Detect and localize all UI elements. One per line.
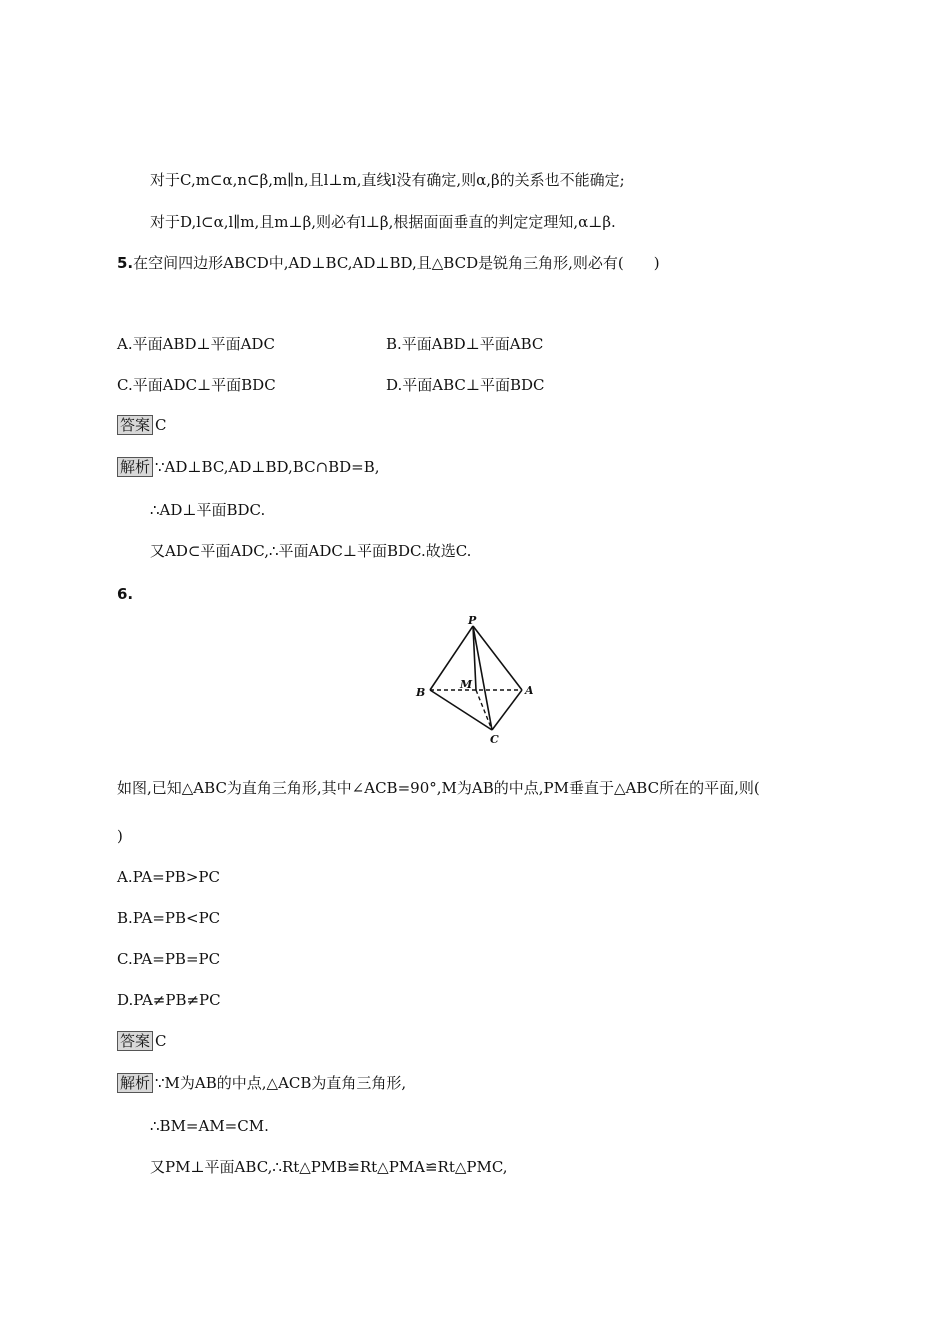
q6-analysis-3: 又PM⊥平面ABC,∴Rt△PMB≌Rt△PMA≌Rt△PMC,: [150, 1158, 508, 1176]
edge-bc: [430, 690, 492, 730]
q6-stem-line2: ): [117, 827, 123, 845]
label-m: M: [460, 678, 473, 691]
q5-answer: [117, 415, 167, 435]
analysis-tag: 解析: [117, 1073, 153, 1093]
label-b: B: [416, 686, 426, 699]
q6-answer-value: C: [155, 1032, 167, 1050]
label-p: P: [468, 614, 477, 627]
q6-figure: [410, 612, 550, 747]
q5-stem: [117, 253, 660, 273]
label-c: C: [490, 733, 499, 746]
q5-analysis-3: 又AD⊂平面ADC,∴平面ADC⊥平面BDC.故选C.: [150, 542, 472, 560]
label-a: A: [525, 684, 534, 697]
q6-option-a: A.PA=PB>PC: [117, 868, 220, 886]
q5-analysis-1: 解析 ∵AD⊥BC,AD⊥BD,BC∩BD=B,: [117, 457, 380, 477]
q6-option-d: D.PA≠PB≠PC: [117, 991, 221, 1009]
prev-analysis-c: 对于C,m⊂α,n⊂β,m∥n,且l⊥m,直线l没有确定,则α,β的关系也不能确定;: [150, 171, 625, 189]
q6-answer: [117, 1031, 167, 1051]
q5-option-b: B.平面ABD⊥平面ABC: [386, 335, 544, 353]
q5-option-a: A.平面ABD⊥平面ADC: [117, 335, 275, 353]
answer-tag: 答案: [117, 1031, 153, 1051]
q5-option-d: D.平面ABC⊥平面BDC: [386, 376, 545, 394]
q5-answer-value: C: [155, 416, 167, 434]
q6-option-b: B.PA=PB<PC: [117, 909, 221, 927]
q5-number: 5.: [117, 254, 134, 272]
analysis-tag: 解析: [117, 457, 153, 477]
q6-analysis-2: ∴BM=AM=CM.: [150, 1117, 269, 1135]
q6-number: 6.: [117, 585, 134, 603]
edge-pa: [473, 626, 522, 690]
edge-ac: [492, 690, 522, 730]
q6-stem-line1: 如图,已知△ABC为直角三角形,其中∠ACB=90°,M为AB的中点,PM垂直于△ABC所在的平面,则(: [117, 779, 760, 797]
answer-tag: 答案: [117, 415, 153, 435]
q6-option-c: C.PA=PB=PC: [117, 950, 221, 968]
q6-analysis-1: 解析 ∵M为AB的中点,△ACB为直角三角形,: [117, 1073, 406, 1093]
q5-option-c: C.平面ADC⊥平面BDC: [117, 376, 276, 394]
q5-stem-text: 在空间四边形ABCD中,AD⊥BC,AD⊥BD,且△BCD是锐角三角形,则必有( ): [133, 254, 660, 272]
prev-analysis-d: 对于D,l⊂α,l∥m,且m⊥β,则必有l⊥β,根据面面垂直的判定定理知,α⊥β.: [150, 213, 616, 231]
q5-analysis-2: ∴AD⊥平面BDC.: [150, 501, 266, 519]
